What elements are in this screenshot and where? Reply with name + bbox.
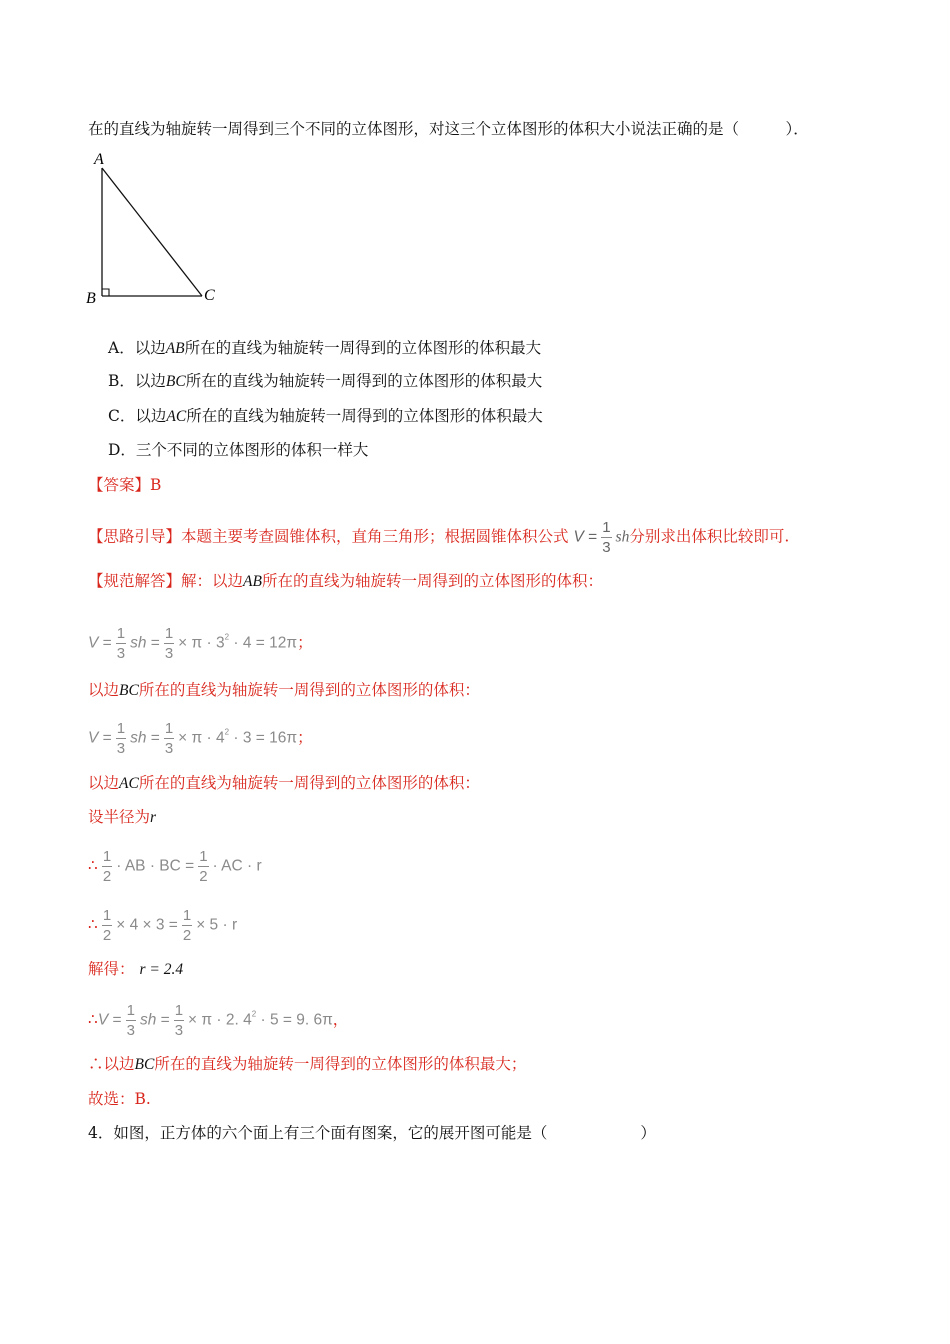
equation-ab-volume: V = $\frac{1}{3}$ sh = $\frac{1}{3}$ × $\pi \cdot 3^2 \cdot 4 = 12\pi$； <box>88 625 313 662</box>
radius-line: 设半径为r <box>88 808 157 826</box>
option-a: A．以边AB所在的直线为轴旋转一周得到的立体图形的体积最大 <box>108 339 542 357</box>
final-choice: 故选：B. <box>88 1090 151 1108</box>
equation-area: ∴ $\frac{1}{2}$ · AB · BC = $\frac{1}{2}$ · AC · r <box>88 848 262 885</box>
conclusion-line: ∴以边BC所在的直线为轴旋转一周得到的立体图形的体积最大； <box>88 1055 527 1073</box>
side-ac <box>102 168 202 296</box>
right-angle-mark <box>102 289 109 296</box>
triangle-figure <box>84 150 224 310</box>
ac-volume-line: 以边AC所在的直线为轴旋转一周得到的立体图形的体积： <box>88 774 480 792</box>
label-b: B <box>86 290 96 307</box>
solution-intro: 【规范解答】解：以边AB所在的直线为轴旋转一周得到的立体图形的体积： <box>88 572 603 590</box>
question-4: 4．如图，正方体的六个面上有三个面有图案，它的展开图可能是（ ） <box>88 1124 656 1142</box>
answer-value: B <box>150 476 162 494</box>
option-d: D．三个不同的立体图形的体积一样大 <box>108 441 369 459</box>
option-b: B．以边BC所在的直线为轴旋转一周得到的立体图形的体积最大 <box>108 372 543 390</box>
option-c: C．以边AC所在的直线为轴旋转一周得到的立体图形的体积最大 <box>108 407 543 425</box>
answer-line <box>88 474 161 496</box>
label-c: C <box>204 287 215 304</box>
question-intro: 在的直线为轴旋转一周得到三个不同的立体图形，对这三个立体图形的体积大小说法正确的是（ ）． <box>88 120 809 138</box>
solve-line: 解得： r = 2.4 <box>88 960 184 978</box>
equation-area-values: ∴ $\frac{1}{2}$ × 4 × 3 = $\frac{1}{2}$ × 5 · r <box>88 907 238 944</box>
bc-volume-line: 以边BC所在的直线为轴旋转一周得到的立体图形的体积： <box>88 681 480 699</box>
answer-label: 【答案】 <box>88 476 151 494</box>
equation-ac-volume: ∴V = $\frac{1}{3}$ sh = $\frac{1}{3}$ × π · 2. $4^2 \cdot 5 = 9$. 6π， <box>88 1002 349 1039</box>
equation-bc-volume: V = $\frac{1}{3}$ sh = $\frac{1}{3}$ × $\pi \cdot 4^2 \cdot 3 = 16\pi$； <box>88 720 313 757</box>
label-a: A <box>94 151 104 168</box>
hint-line: 【思路引导】本题主要考查圆锥体积，直角三角形；根据圆锥体积公式 V = $\frac{1}{3}$ sh分别求出体积比较即可. <box>88 519 790 556</box>
